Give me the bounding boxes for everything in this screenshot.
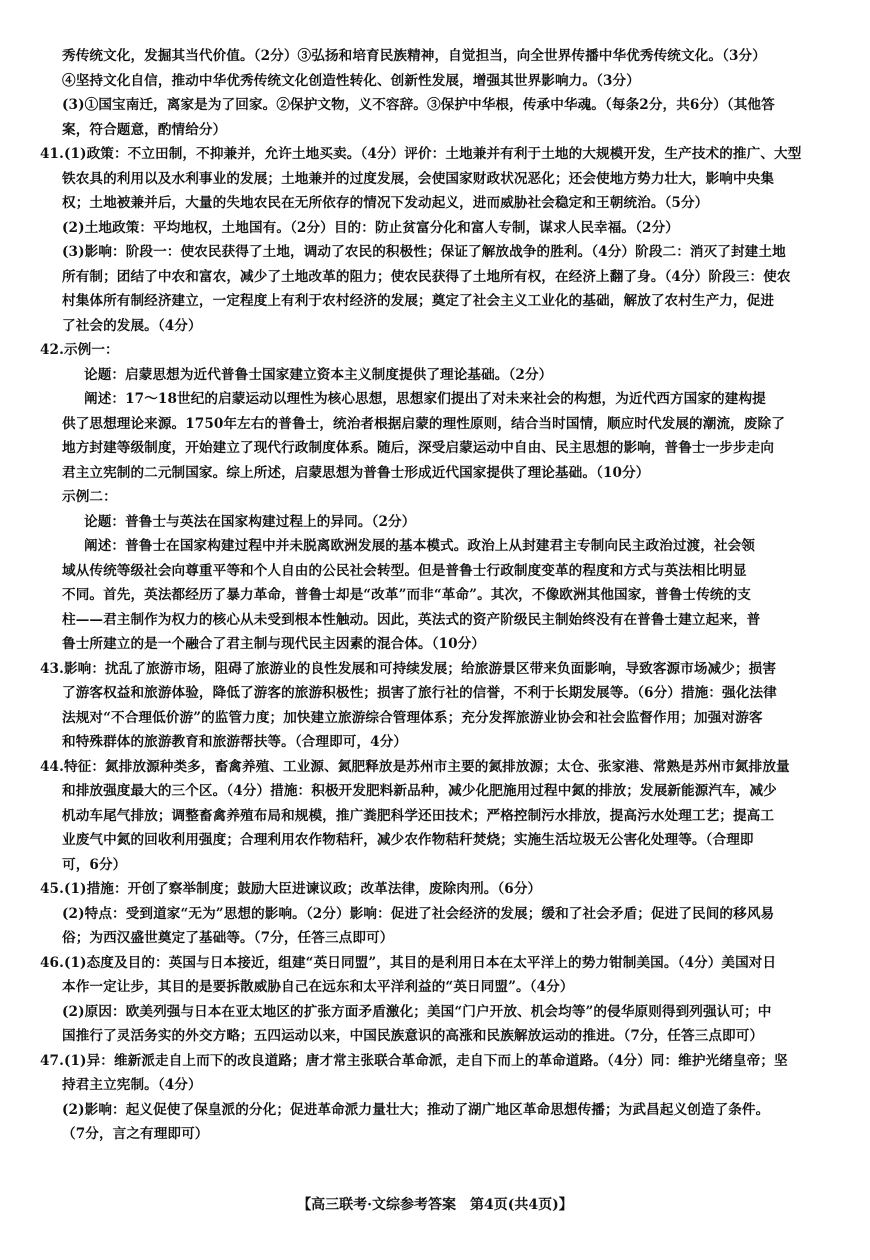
text-line: 了社会的发展。（4分） [62, 317, 202, 334]
text-line: 46.(1)态度及目的：英国与日本接近，组建“英日同盟”，其目的是利用日本在太平洋上的势力钳制美国。（4分）美国对日 [40, 954, 777, 971]
text-line: 国推行了灵活务实的外交方略；五四运动以来，中国民族意识的高涨和民族解放运动的推进。（7分，任答三点即可） [62, 1028, 764, 1044]
text-line: 41.(1)政策：不立田制，不抑兼并，允许土地买卖。（4分）评价：土地兼并有利于土地的大规模开发，生产技术的推广、大型 [40, 146, 802, 162]
text-line: 论题：普鲁士与英法在国家构建过程上的异同。（2分） [84, 513, 416, 530]
page-footer: 【高三联考·文综参考答案 第4页(共4页)】 [297, 1197, 573, 1213]
text-line: 本作一定让步，其目的是要拆散威胁自己在远东和太平洋利益的“英日同盟”。（4分） [62, 979, 574, 995]
answer-text-body [40, 44, 830, 1147]
text-line: 域从传统等级社会向尊重平等和个人自由的公民社会转型。但是普鲁士行政制度变革的程度和方式与英法相比明显 [62, 562, 747, 579]
text-line: 和特殊群体的旅游教育和旅游帮扶等。（合理即可，4分） [62, 734, 408, 750]
text-line: 不同。首先，英法都经历了暴力革命，普鲁士却是“改革”而非“革命”。其次，不像欧洲其他国家，普鲁士传统的支 [62, 587, 751, 603]
text-line: 法规对“不合理低价游”的监管力度；加快建立旅游综合管理体系；充分发挥旅游业协会和社会监督作用；加强对游客 [62, 709, 763, 726]
text-line: 了游客权益和旅游体验，降低了游客的旅游积极性；损害了旅行社的信誉，不利于长期发展等。（6分）措施：强化法律 [62, 685, 777, 701]
text-line: 示例二： [62, 489, 117, 505]
text-line: 案，符合题意，酌情给分） [62, 121, 227, 138]
text-line: 鲁士所建立的是一个融合了君主制与现代民主因素的混合体。（10分） [62, 636, 486, 652]
text-line: 和排放强度最大的三个区。（4分）措施：积极开发肥料新品种，减少化肥施用过程中氮的排放；发展新能源汽车，减少 [62, 783, 777, 799]
text-line: 柱——君主制作为权力的核心从未受到根本性触动。因此，英法式的资产阶级民主制始终没有在普鲁士建立起来，普 [62, 611, 761, 628]
text-line: 俗；为西汉盛世奠定了基础等。（7分，任答三点即可） [62, 930, 394, 946]
text-line: 权；土地被兼并后，大量的失地农民在无所依存的情况下发动起义，进而威胁社会稳定和王朝统治。（5分） [62, 195, 709, 211]
text-line: 所有制；团结了中农和富农，减少了土地改革的阻力；使农民获得了土地所有权，在经济上翻了身。（4分）阶段三：使农 [62, 268, 791, 285]
text-line: 43.影响：扰乱了旅游市场，阻碍了旅游业的良性发展和可持续发展；给旅游景区带来负面影响，导致客源市场减少；损害 [40, 660, 777, 677]
text-line: (3)影响：阶段一：使农民获得了土地，调动了农民的积极性；保证了解放战争的胜利。（4分）阶段二：消灭了封建土地 [62, 244, 786, 260]
text-line: 机动车尾气排放；调整畜禽养殖布局和规模，推广粪肥科学还田技术；严格控制污水排放，提高污水处理工艺；提高工 [62, 807, 775, 824]
text-line: （7分，言之有理即可） [62, 1126, 209, 1142]
text-line: (2)特点：受到道家“无为”思想的影响。（2分）影响：促进了社会经济的发展；缓和了社会矛盾；促进了民间的移风易 [62, 905, 775, 922]
text-line: 47.(1)异：维新派走自上而下的改良道路；唐才常主张联合革命派，走自下而上的革命道路。（4分）同：维护光绪皇帝；坚 [40, 1052, 788, 1069]
text-line: 供了思想理论来源。1750年左右的普鲁士，统治者根据启蒙的理性原则，结合当时国情，顺应时代发展的潮流，废除了 [62, 415, 785, 432]
text-line: 45.(1)措施：开创了察举制度；鼓励大臣进谏议政；改革法律，废除肉刑。（6分） [40, 881, 542, 897]
text-line: 村集体所有制经济建立，一定程度上有利于农村经济的发展；奠定了社会主义工业化的基础，解放了农村生产力，促进 [62, 293, 775, 309]
text-line: 持君主立宪制。（4分） [62, 1077, 202, 1093]
text-line: 阐述：普鲁士在国家构建过程中并未脱离欧洲发展的基本模式。政治上从封建君主专制向民主政治过渡，社会领 [84, 538, 755, 554]
text-line: 42.示例一： [40, 342, 119, 358]
text-line: (2)土地政策：平均地权，土地国有。（2分）目的：防止贫富分化和富人专制，谋求人民幸福。（2分） [62, 219, 679, 236]
text-line: 阐述：17～18世纪的启蒙运动以理性为核心思想，思想家们提出了对未来社会的构想，为近代西方国家的建构提 [84, 391, 766, 407]
text-line: 君主立宪制的二元制国家。综上所述，启蒙思想为普鲁士形成近代国家提供了理论基础。（10分） [62, 464, 650, 481]
text-line: 铁农具的利用以及水利事业的发展；土地兼并的过度发展，会使国家财政状况恶化；还会使地方势力壮大，影响中央集 [62, 170, 775, 187]
text-line: 44.特征：氮排放源种类多，畜禽养殖、工业源、氮肥释放是苏州市主要的氮排放源；太仓、张家港、常熟是苏州市氮排放量 [40, 758, 790, 775]
text-line: 秀传统文化，发掘其当代价值。（2分）③弘扬和培育民族精神，自觉担当，向全世界传播中华优秀传统文化。（3分） [62, 48, 766, 64]
text-line: 地方封建等级制度，开始建立了现代行政制度体系。随后，深受启蒙运动中自由、民主思想的影响，普鲁士一步步走向 [62, 440, 775, 456]
text-line: (3)①国宝南迁，离家是为了回家。②保护文物，义不容辞。③保护中华根，传承中华魂。（每条2分，共6分）（其他答 [62, 97, 775, 113]
text-line: (2)影响：起义促使了保皇派的分化；促进革命派力量壮大；推动了湖广地区革命思想传播；为武昌起义创造了条件。 [62, 1101, 770, 1118]
text-line: ④坚持文化自信，推动中华优秀传统文化创造性转化、创新性发展，增强其世界影响力。（3分） [62, 72, 640, 89]
text-line: (2)原因：欧美列强与日本在亚太地区的扩张方面矛盾激化；美国“门户开放、机会均等”的侵华原则得到列强认可；中 [62, 1003, 772, 1020]
text-line: 业废气中氮的回收利用强度；合理利用农作物秸秆，减少农作物秸秆焚烧；实施生活垃圾无公害化处理等。（合理即 [62, 832, 754, 848]
text-line: 论题：启蒙思想为近代普鲁士国家建立资本主义制度提供了理论基础。（2分） [84, 366, 553, 383]
text-line: 可，6分） [62, 856, 127, 873]
